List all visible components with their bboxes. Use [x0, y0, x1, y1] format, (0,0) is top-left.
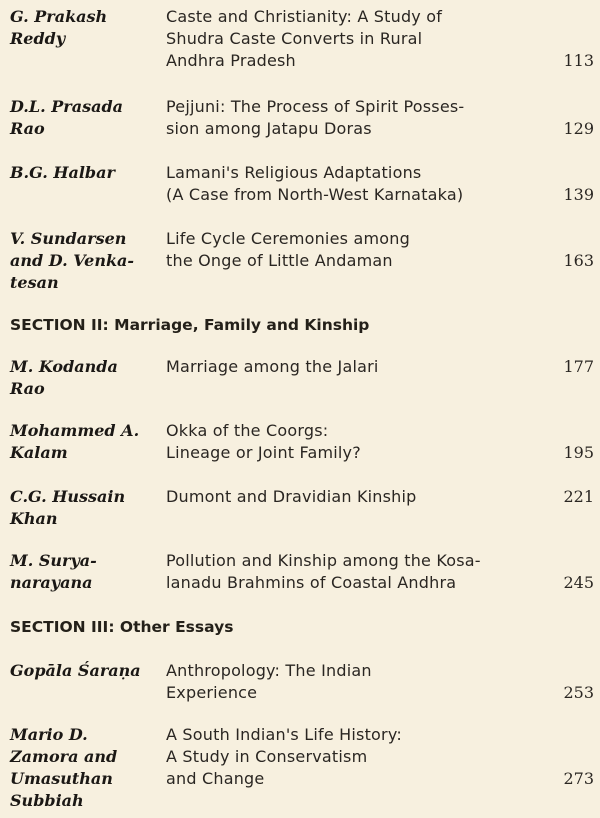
- entry-page-number: 163: [563, 251, 594, 270]
- entry-page-number: 221: [563, 487, 594, 506]
- entry-author: C.G. Hussain Khan: [10, 487, 126, 528]
- entry-author: Gopāla Śaraṇa: [10, 661, 141, 680]
- entry-page-number: 253: [563, 683, 594, 702]
- entry-title: Anthropology: The Indian Experience: [166, 661, 372, 702]
- entry-author: M. Kodanda Rao: [10, 357, 118, 398]
- entry-author: B.G. Halbar: [10, 163, 115, 182]
- entry-page-number: 177: [563, 357, 594, 376]
- entry-page-number: 139: [563, 185, 594, 204]
- entry-author: G. Prakash Reddy: [10, 7, 108, 48]
- entry-title: Life Cycle Ceremonies among the Onge of Little Andaman: [166, 229, 410, 270]
- entry-title: Marriage among the Jalari: [166, 357, 379, 376]
- entry-title: Dumont and Dravidian Kinship: [166, 487, 417, 506]
- entry-title: Pejjuni: The Process of Spirit Posses- sion among Jatapu Doras: [166, 97, 465, 138]
- entry-author: Mohammed A. Kalam: [10, 421, 140, 462]
- entry-author: M. Surya- narayana: [10, 551, 97, 592]
- entry-page-number: 129: [563, 119, 594, 138]
- entry-page-number: 245: [563, 573, 594, 592]
- section-heading: SECTION III: Other Essays: [10, 618, 234, 636]
- section-heading: SECTION II: Marriage, Family and Kinship: [10, 316, 370, 334]
- entry-title: Pollution and Kinship among the Kosa- lanadu Brahmins of Coastal Andhra: [166, 551, 481, 592]
- entry-author: D.L. Prasada Rao: [10, 97, 124, 138]
- entry-author: V. Sundarsen and D. Venka- tesan: [10, 229, 135, 292]
- entry-page-number: 195: [563, 443, 594, 462]
- entry-page-number: 113: [563, 51, 594, 70]
- entry-title: Lamani's Religious Adaptations (A Case from North-West Karnataka): [166, 163, 464, 204]
- entry-title: Caste and Christianity: A Study of Shudra Caste Converts in Rural Andhra Pradesh: [166, 7, 443, 70]
- entry-title: Okka of the Coorgs: Lineage or Joint Family?: [166, 421, 361, 462]
- entry-page-number: 273: [563, 769, 594, 788]
- entry-title: A South Indian's Life History: A Study in Conservatism and Change: [166, 725, 402, 788]
- entry-author: Mario D. Zamora and Umasuthan Subbiah: [10, 725, 118, 810]
